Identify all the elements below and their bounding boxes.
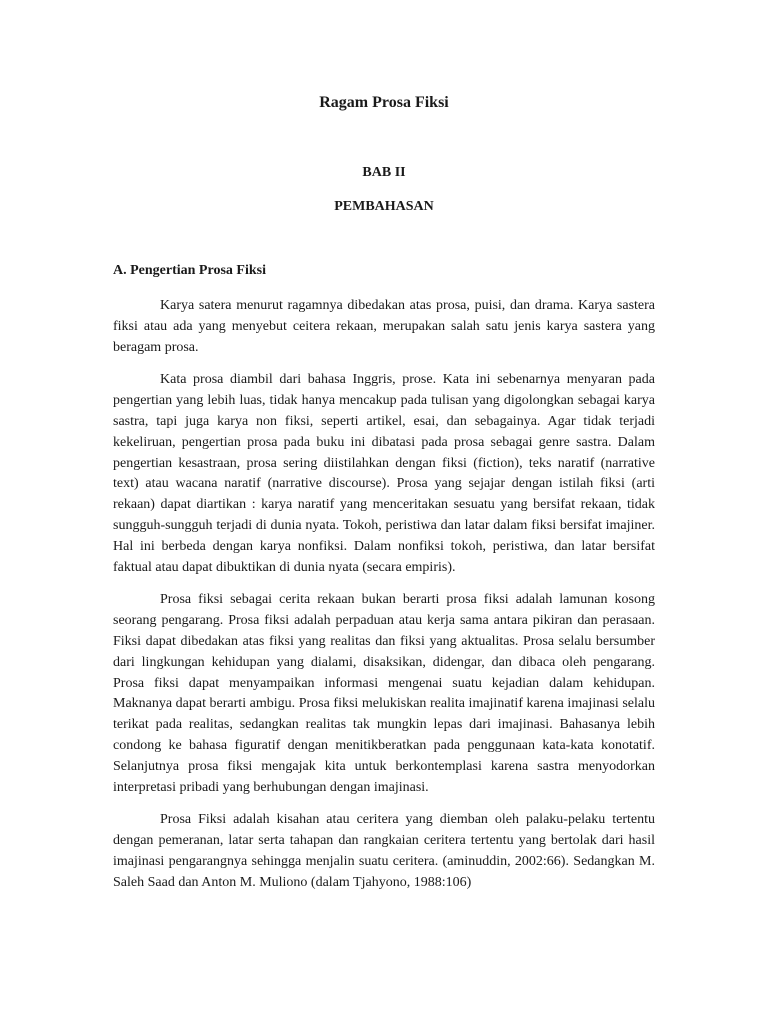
paragraph: Prosa fiksi sebagai cerita rekaan bukan berarti prosa fiksi adalah lamunan kosong seorang pengarang. Prosa fiksi adalah perpaduan atau kerja sama antara pikiran dan perasaan. Fiksi dapat dibedakan atas fiksi yang realitas dan fiksi yang aktualitas. Prosa selalu bersumber dari lingkungan kehidupan yang dialami, disaksikan, didengar, dan dibaca oleh pengarang. Prosa fiksi dapat menyampaikan informasi mengenai suatu kejadian dalam kehidupan. Maknanya dapat berarti ambigu. Prosa fiksi melukiskan realita imajinatif karena imajinasi selalu terikat pada realitas, sedangkan realitas tak mungkin lepas dari imajinasi. Bahasanya lebih condong ke bahasa figuratif dengan menitikberatkan pada penggunaan kata-kata konotatif. Selanjutnya prosa fiksi mengajak kita untuk berkontemplasi karena sastra menyodorkan interpretasi pribadi yang berhubungan dengan imajinasi. — [113, 592, 655, 795]
document-title: Ragam Prosa Fiksi — [319, 94, 449, 111]
chapter-number: BAB II — [362, 165, 406, 180]
chapter-title: PEMBAHASAN — [334, 199, 434, 214]
paragraph: Prosa Fiksi adalah kisahan atau ceritera yang diemban oleh palaku-pelaku tertentu dengan pemeranan, latar serta tahapan dan rangkaian ceritera tertentu yang bertolak dari hasil imajinasi pengarangnya sehingga menjalin suatu ceritera. (aminuddin, 2002:66). Sedangkan M. Saleh Saad dan Anton M. Muliono (dalam Tjahyono, 1988:106) — [113, 812, 655, 890]
paragraph: Karya satera menurut ragamnya dibedakan atas prosa, puisi, dan drama. Karya sastera fiksi atau ada yang menyebut ceitera rekaan, merupakan salah satu jenis karya sastera yang beragam prosa. — [113, 298, 655, 355]
paragraph: Kata prosa diambil dari bahasa Inggris, prose. Kata ini sebenarnya menyaran pada pengertian yang lebih luas, tidak hanya mencakup pada tulisan yang digolongkan sebagai karya sastra, tapi juga karya non fiksi, seperti artikel, esai, dan sebagainya. Agar tidak terjadi kekeliruan, pengertian prosa pada buku ini dibatasi pada prosa sebagai genre sastra. Dalam pengertian kesastraan, prosa sering diistilahkan dengan fiksi (fiction), teks naratif (narrative text) atau wacana naratif (narrative discourse). Prosa yang sejajar dengan istilah fiksi (arti rekaan) dapat diartikan : karya naratif yang menceritakan sesuatu yang bersifat rekaan, tidak sungguh-sungguh terjadi di dunia nyata. Tokoh, peristiwa dan latar dalam fiksi bersifat imajiner. Hal ini berbeda dengan karya nonfiksi. Dalam nonfiksi tokoh, peristiwa, dan latar bersifat faktual atau dapat dibuktikan di dunia nyata (secara empiris). — [113, 372, 655, 575]
section-heading: A. Pengertian Prosa Fiksi — [113, 263, 266, 278]
body-text — [113, 296, 655, 906]
